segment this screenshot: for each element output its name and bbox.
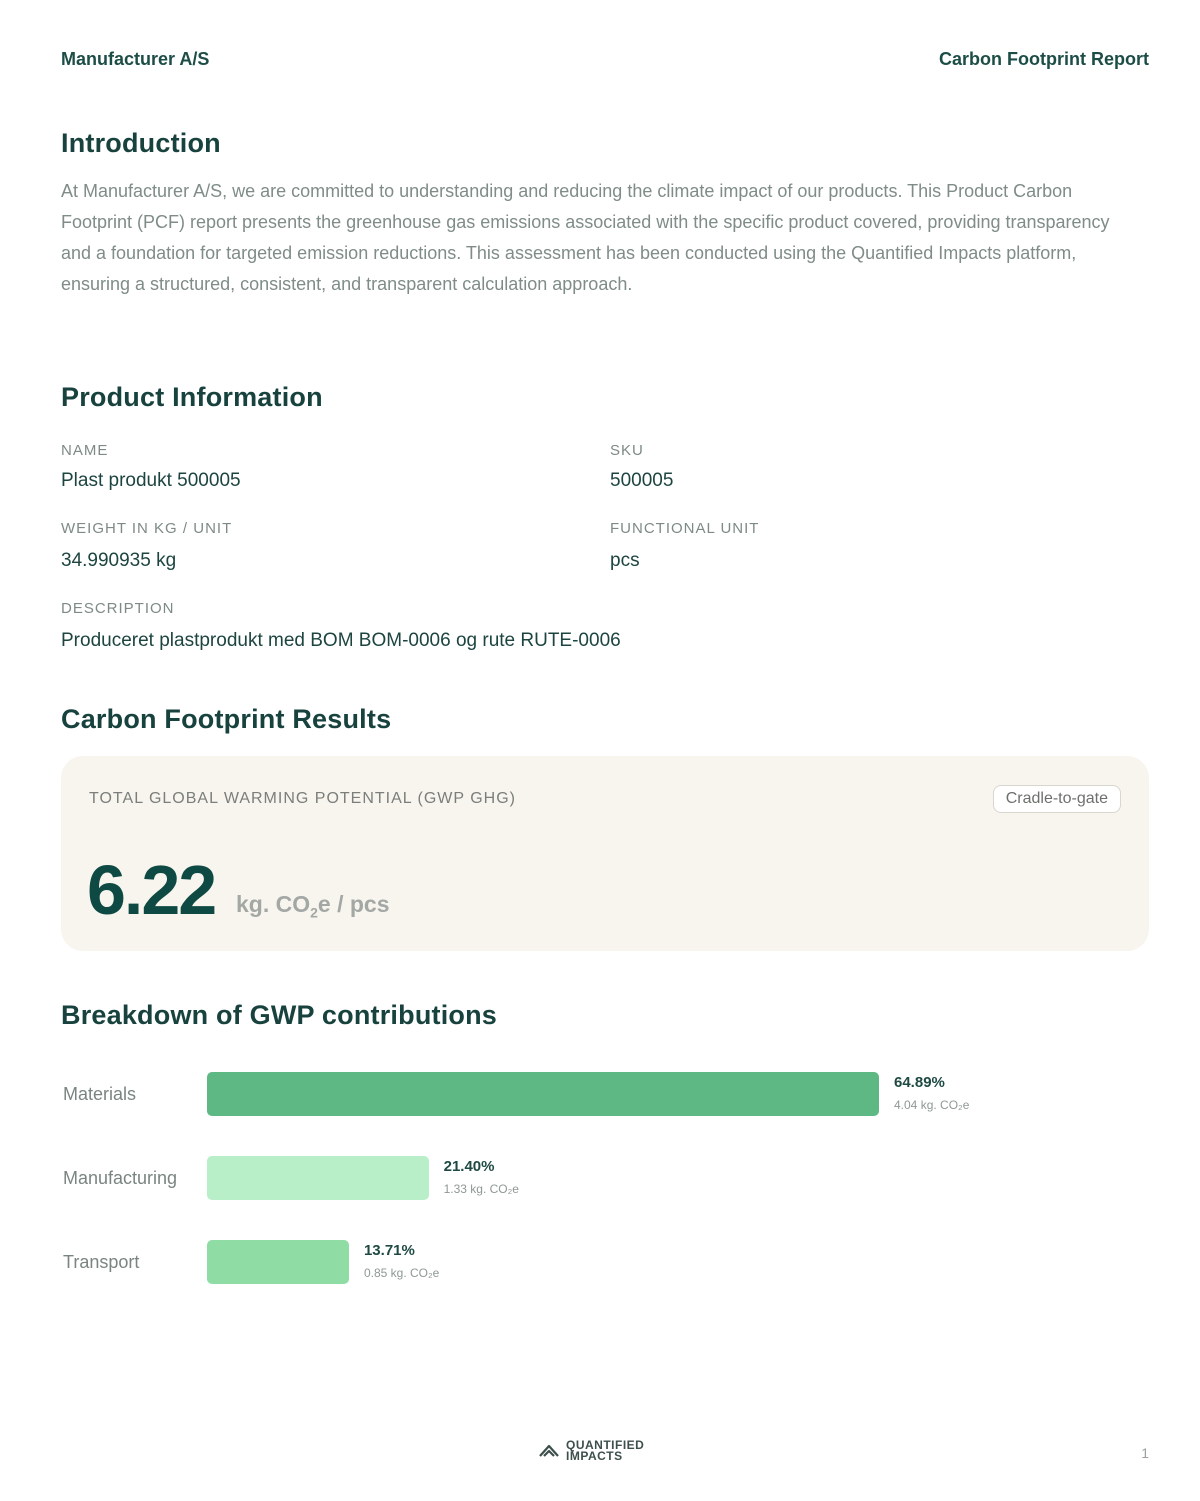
introduction-heading: Introduction <box>61 128 221 158</box>
bar-value-label: 4.04 kg. CO₂e <box>894 1098 970 1112</box>
bar-category-label: Manufacturing <box>63 1168 178 1188</box>
bar-category-label: Materials <box>63 1084 137 1104</box>
weight-label: WEIGHT IN KG / UNIT <box>61 520 233 537</box>
logo-line-1: QUANTIFIED <box>566 1438 645 1452</box>
logo-text <box>566 1440 644 1462</box>
name-value: Plast produkt 500005 <box>61 470 241 491</box>
quantified-impacts-logo <box>538 1440 644 1462</box>
logo-icon <box>538 1443 560 1459</box>
gwp-unit-prefix: kg. CO <box>236 891 311 917</box>
gwp-unit <box>236 891 390 921</box>
description-label: DESCRIPTION <box>61 600 175 617</box>
bar-percent-label: 13.71% <box>363 1242 415 1259</box>
scope-badge: Cradle-to-gate <box>993 785 1121 813</box>
logo-line-2: IMPACTS <box>566 1449 623 1463</box>
page-number: 1 <box>1141 1445 1149 1461</box>
carbon-footprint-results-heading: Carbon Footprint Results <box>61 704 392 734</box>
report-title: Carbon Footprint Report <box>939 49 1149 69</box>
name-label: NAME <box>61 442 109 459</box>
breakdown-heading: Breakdown of GWP contributions <box>61 1000 498 1030</box>
company-name: Manufacturer A/S <box>61 49 210 69</box>
bar-transport <box>207 1240 349 1284</box>
bar-row-transport <box>61 1240 1149 1284</box>
bar-category-label: Transport <box>63 1252 140 1272</box>
bar-row-materials <box>61 1072 1149 1116</box>
bar-materials <box>207 1072 879 1116</box>
gwp-unit-subscript: 2 <box>310 904 318 921</box>
bar-manufacturing <box>207 1156 429 1200</box>
gwp-results-card <box>61 756 1149 951</box>
bar-value-label: 0.85 kg. CO₂e <box>363 1266 440 1280</box>
functional-unit-value: pcs <box>610 550 640 571</box>
gwp-label: TOTAL GLOBAL WARMING POTENTIAL (GWP GHG) <box>89 790 517 807</box>
functional-unit-label: FUNCTIONAL UNIT <box>610 520 760 537</box>
weight-value: 34.990935 kg <box>61 550 177 571</box>
gwp-value: 6.22 <box>87 851 216 929</box>
bar-row-manufacturing <box>61 1156 1149 1200</box>
bar-percent-label: 21.40% <box>443 1158 495 1175</box>
gwp-unit-suffix: e / pcs <box>317 891 390 917</box>
sku-value: 500005 <box>610 470 674 491</box>
introduction-text: At Manufacturer A/S, we are committed to understanding and reducing the climate impact of our products. This Product Carbon Footprint (PCF) report presents the greenhouse gas emissions associated with the specific product covered, providing transparency and a foundation for targeted emission reductions. This assessment has been conducted using the Quantified Impacts platform, ensuring a structured, consistent, and transparent calculation approach. <box>61 181 1110 294</box>
sku-label: SKU <box>610 442 644 459</box>
description-value: Produceret plastprodukt med BOM BOM-0006 og rute RUTE-0006 <box>61 630 621 651</box>
bar-percent-label: 64.89% <box>894 1074 945 1091</box>
product-information-heading: Product Information <box>61 382 323 412</box>
bar-value-label: 1.33 kg. CO₂e <box>443 1182 519 1196</box>
report-page <box>61 0 1149 1501</box>
